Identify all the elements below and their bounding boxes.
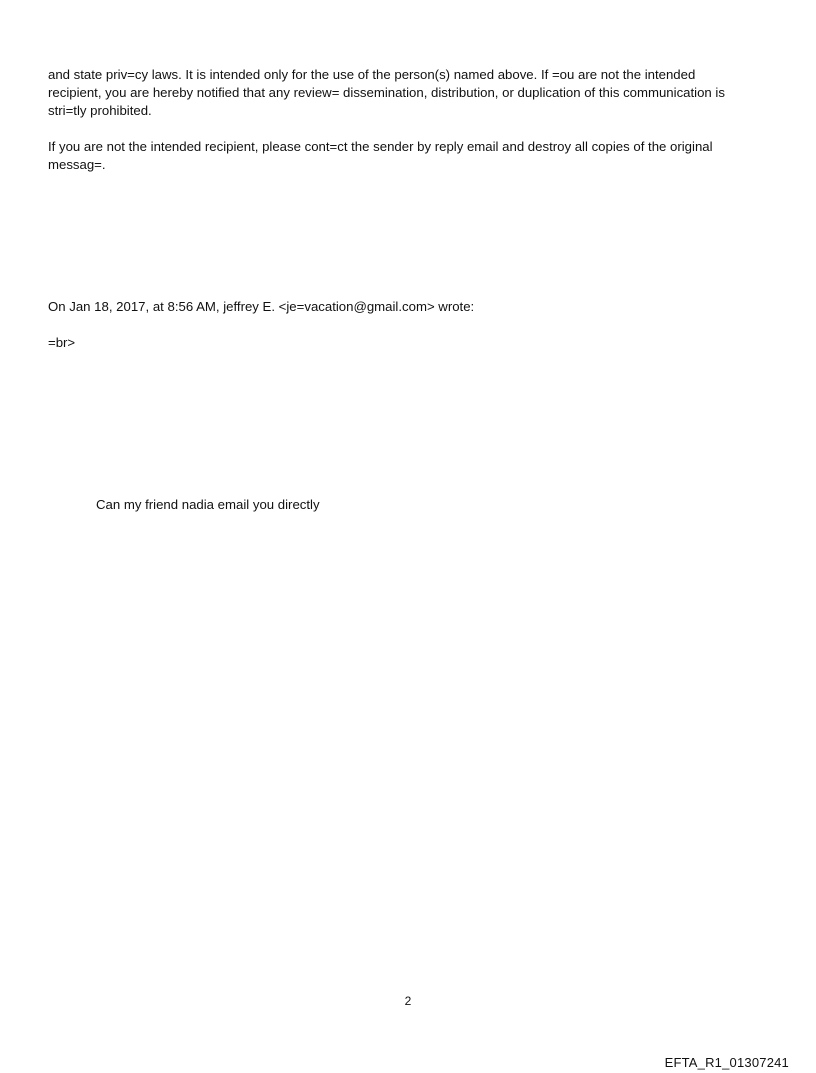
quoted-email-body: Can my friend nadia email you directly: [96, 497, 320, 512]
document-id: EFTA_R1_01307241: [664, 1055, 789, 1070]
quoted-email-header: On Jan 18, 2017, at 8:56 AM, jeffrey E. <je=vacation@gmail.com> wrote:: [48, 299, 475, 314]
contact-sender-notice: If you are not the intended recipient, please cont=ct the sender by reply email and destroy all copies of the original messag=.: [48, 139, 713, 172]
confidentiality-disclaimer: and state priv=cy laws. It is intended only for the use of the person(s) named above. If =ou are not the intended recipient, you are hereby notified that any review= dissemination, distribution, or duplication of this communication is stri=tly prohibited.: [48, 67, 725, 118]
html-artifact: =br>: [48, 335, 76, 350]
page-number: 2: [404, 994, 412, 1008]
